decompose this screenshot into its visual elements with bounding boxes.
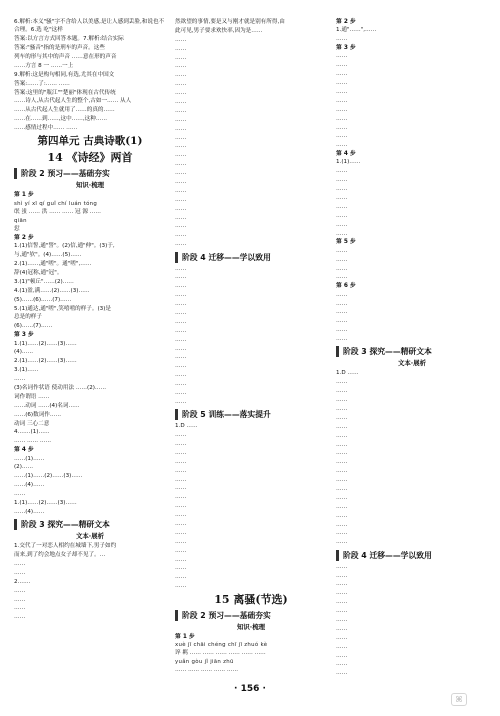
text-line: …… <box>175 196 187 203</box>
column-right <box>336 18 488 678</box>
text-line: ……(4)…… <box>14 508 45 515</box>
text-line: …… <box>336 106 348 113</box>
text-line: …… <box>175 583 187 590</box>
text-line: …… <box>336 53 348 60</box>
step-label: 第 6 步 <box>336 283 356 290</box>
text-line: …… <box>336 300 348 307</box>
text-line: …… <box>336 450 348 457</box>
stage-heading: 阶段 4 迁移——学以致用 <box>336 550 488 561</box>
text-line: …… <box>175 143 187 150</box>
text-line: …… <box>336 203 348 210</box>
text-line: 此可见,男子要求欢快率,因为是…… <box>175 27 263 34</box>
text-line: ……方言 8 一 ……一上 <box>14 62 74 69</box>
text-line: …… <box>336 634 348 641</box>
text-line: …… <box>336 468 348 475</box>
text-line: 2.…… <box>14 578 31 585</box>
text-line: …… <box>336 36 348 43</box>
text-line: …… <box>336 133 348 140</box>
text-line: …… <box>336 397 348 404</box>
text-line: …… <box>175 107 187 114</box>
text-line: 2.(1)……,通"嗟"。通"嗟",…… <box>14 261 92 268</box>
text-line: …… <box>336 247 348 254</box>
text-line: …… <box>175 318 187 325</box>
text-line: ……(6)数词作…… <box>14 411 62 418</box>
section-subheading: 知识·梳理 <box>237 622 265 631</box>
pinyin-line: shì yí xī qí guǐ chí luán tóng <box>14 200 98 207</box>
text-line: …… <box>336 309 348 316</box>
text-line: 6.解析:本义"骚"字不含给人以美感,是让人感到丢脸,和说也不合理。6.选 吃"这样 <box>14 19 165 34</box>
step-label: 第 1 步 <box>14 192 34 199</box>
section-subheading: 知识·梳理 <box>76 181 104 190</box>
text-line: …… <box>336 405 348 412</box>
text-line: (4)…… <box>14 349 34 356</box>
text-line: …… <box>336 599 348 606</box>
text-line: ……诗人,从古代起人生的整个,古如一…… 从人 <box>14 98 132 105</box>
text-line: …… <box>14 587 26 594</box>
text-line: …… <box>336 512 348 519</box>
text-line: 然欲望的事情,要是又与刚才就是别有所得,由 <box>175 19 285 25</box>
text-line: 与,通"欤"。(4)……(5)…… <box>14 252 82 259</box>
text-line: …… <box>14 569 26 576</box>
text-line: …… <box>175 432 187 439</box>
text-line: ……感情过程中…… …… <box>14 125 78 132</box>
text-line: 动词 三心二意 <box>14 420 50 427</box>
text-line: …… <box>175 81 187 88</box>
text-line: …… <box>175 458 187 465</box>
text-line: …… <box>336 423 348 430</box>
page-number: · 156 · <box>234 684 266 694</box>
step-label: 第 2 步 <box>14 235 34 242</box>
text-line: …… <box>336 291 348 298</box>
text-line: 4.……(1)…… <box>14 429 50 436</box>
text-line: …… <box>336 521 348 528</box>
text-line: 氓 蚩 …… 洪 …… …… 冠 源 …… <box>14 208 101 215</box>
text-line: …… <box>175 345 187 352</box>
text-line: …… <box>175 274 187 281</box>
text-line: …… <box>336 195 348 202</box>
text-line: …… <box>175 214 187 221</box>
text-line: …… …… …… …… …… <box>175 667 239 674</box>
text-line: …… <box>175 494 187 501</box>
text-line: 5.(1)通达,通"嗟",笑嘻嘻的样子。(3)是 <box>14 305 112 312</box>
page <box>14 18 488 678</box>
text-line: …… <box>336 71 348 78</box>
text-line: …… <box>336 186 348 193</box>
text-line: 答案:"骚音"指的是刑车的声音。这些 <box>14 45 105 52</box>
text-line: ……动词 ……(4)名词…… <box>14 402 80 409</box>
text-line: 2.(1)……(2)……(3)…… <box>14 358 77 365</box>
text-line: …… <box>336 115 348 122</box>
text-line: …… <box>336 616 348 623</box>
text-line: …… <box>336 318 348 325</box>
text-line: …… <box>336 432 348 439</box>
text-line: …… <box>175 301 187 308</box>
step-label: 第 5 步 <box>336 239 356 246</box>
text-line: 9.解析:这是构句相同,有选,尤其在中国文 <box>14 71 115 78</box>
text-line: 1.交代了一对恋人相约在城墙下,男子如约 <box>14 543 117 550</box>
text-line: …… <box>175 205 187 212</box>
text-line: (3)名词作状语 使动用法 ……(2)…… <box>14 385 107 392</box>
text-line: (2)…… <box>14 464 34 471</box>
text-line: …… <box>336 274 348 281</box>
text-line: …… <box>175 161 187 168</box>
step-label: 第 3 步 <box>14 332 34 339</box>
text-line: …… <box>14 605 26 612</box>
text-line: …… <box>175 565 187 572</box>
text-line: …… <box>336 256 348 263</box>
lesson-title: 14 《诗经》两首 <box>47 151 133 165</box>
text-line: 答案:……了:…… …… <box>14 80 70 87</box>
text-line: …… <box>336 388 348 395</box>
text-line: 1.(1)……(2)……(3)…… <box>14 340 77 347</box>
text-line: …… <box>336 327 348 334</box>
text-line: 愆 <box>14 226 20 233</box>
text-line: …… <box>175 241 187 248</box>
text-line: …… <box>336 62 348 69</box>
text-line: …… <box>175 529 187 536</box>
text-line: 1.D …… <box>175 423 198 430</box>
text-line: …… <box>175 398 187 405</box>
text-line: …… <box>336 661 348 668</box>
text-line: …… <box>175 36 187 43</box>
unit-title: 第四单元 古典诗歌(1) <box>37 135 143 148</box>
text-line: …… <box>175 134 187 141</box>
text-line: …… <box>175 485 187 492</box>
text-line: …… <box>336 625 348 632</box>
text-line: …… <box>336 124 348 131</box>
text-line: …… <box>175 292 187 299</box>
text-line: 而来,到了约会地点女子却不见了。… <box>14 552 106 559</box>
text-line: …… <box>175 381 187 388</box>
stage-heading: 阶段 5 训练——落实提升 <box>175 409 327 420</box>
text-line: …… <box>175 283 187 290</box>
text-line: …… <box>336 177 348 184</box>
text-line: …… <box>336 265 348 272</box>
text-line: …… <box>175 354 187 361</box>
text-line: 答案:以方言方式回答本题。7.解析:结合实际 <box>14 36 124 43</box>
text-line: 列车的形与其中的声音 ……意在形的声音 <box>14 53 117 60</box>
stage-heading: 阶段 2 预习——基础夯实 <box>14 168 166 179</box>
section-subheading: 文本·展析 <box>398 359 426 368</box>
text-line: …… <box>336 477 348 484</box>
text-line: ……在……到……,这中……,这种…… <box>14 116 108 123</box>
text-line: …… <box>175 152 187 159</box>
text-line: …… <box>175 574 187 581</box>
text-line: …… <box>336 581 348 588</box>
text-line: …… <box>14 376 26 383</box>
text-line: ……(4)…… <box>14 482 45 489</box>
step-label: 第 2 步 <box>336 19 356 25</box>
text-line: …… <box>175 223 187 230</box>
text-line: …… <box>175 232 187 239</box>
stage-heading: 阶段 3 探究——精研文本 <box>14 519 166 530</box>
text-line: …… <box>175 372 187 379</box>
text-line: …… <box>175 441 187 447</box>
text-line: …… <box>175 179 187 186</box>
text-line: 总是的样子 <box>14 314 42 321</box>
text-line: 3.(1)"顿丘"……(2)…… <box>14 278 74 285</box>
text-line: …… <box>336 643 348 650</box>
text-line: …… <box>175 63 187 70</box>
text-line: …… <box>336 670 348 677</box>
text-line: 词作谓语 …… <box>14 393 50 400</box>
text-line: …… <box>14 491 26 498</box>
text-line: …… <box>336 142 348 149</box>
text-line: …… <box>175 538 187 545</box>
pinyin-line: xuè jī chāi chéng chī jī zhuó kè <box>175 641 268 648</box>
text-line: …… <box>336 414 348 421</box>
text-line: 1.D …… <box>336 370 359 377</box>
text-line: …… <box>336 539 348 546</box>
lesson-title: 15 离骚(节选) <box>214 592 288 606</box>
text-line: …… <box>336 230 348 237</box>
column-left <box>14 18 166 622</box>
text-line: …… <box>336 80 348 87</box>
text-line: …… <box>336 563 348 570</box>
text-line: …… <box>175 116 187 123</box>
text-line: …… <box>336 572 348 579</box>
column-middle <box>175 18 327 675</box>
text-line: …… <box>14 560 26 567</box>
text-line: (6)……(7)…… <box>14 323 53 330</box>
text-line: …… <box>336 336 348 343</box>
text-line: …… <box>175 547 187 554</box>
text-line: …… <box>175 390 187 397</box>
text-line: …… <box>175 265 187 272</box>
text-line: …… <box>175 170 187 177</box>
text-line: …… <box>175 363 187 370</box>
text-line: …… <box>175 45 187 52</box>
step-label: 第 3 步 <box>336 45 356 52</box>
text-line: …… <box>336 485 348 492</box>
text-line: (5)……(6)……(7)…… <box>14 296 72 303</box>
text-line: …… <box>336 590 348 597</box>
text-line: …… <box>336 652 348 659</box>
stage-heading: 阶段 2 预习——基础夯实 <box>175 610 327 621</box>
text-line: …… <box>336 212 348 219</box>
text-line: …… <box>175 327 187 334</box>
watermark-logo <box>426 688 492 710</box>
text-line: …… <box>175 310 187 317</box>
stage-heading: 阶段 3 探究——精研文本 <box>336 346 488 357</box>
text-line: 1.通"……",…… <box>336 27 377 34</box>
text-line: …… <box>175 187 187 194</box>
text-line: …… <box>175 521 187 528</box>
text-line: 辞(4)冠称,通"冠"。 <box>14 270 63 277</box>
text-line: …… <box>336 441 348 448</box>
text-line: …… <box>14 614 26 621</box>
step-label: 第 1 步 <box>175 633 195 640</box>
text-line: …… <box>336 88 348 95</box>
text-line: …… <box>175 556 187 563</box>
text-line: …… <box>175 54 187 61</box>
text-line: …… <box>14 596 26 603</box>
text-line: ……(1)……(2)……(3)…… <box>14 473 83 480</box>
pinyin-line: yuǎn gòu jǐ jiān zhū <box>175 659 234 666</box>
text-line: …… <box>175 90 187 97</box>
stage-heading: 阶段 4 迁移——学以致用 <box>175 252 327 263</box>
text-line: …… <box>336 221 348 228</box>
text-line: …… <box>336 168 348 175</box>
text-line: …… <box>175 512 187 519</box>
pinyin-line: qiān <box>14 217 27 224</box>
text-line: 1.(1)…… <box>336 159 361 166</box>
text-line: …… <box>175 336 187 343</box>
text-line: …… <box>175 72 187 79</box>
text-line: …… <box>175 467 187 474</box>
text-line: …… <box>336 459 348 466</box>
text-line: …… <box>336 494 348 501</box>
text-line: …… …… …… <box>14 438 52 445</box>
text-line: …… <box>175 99 187 106</box>
text-line: ……(1)…… <box>14 455 45 462</box>
step-label: 第 4 步 <box>14 447 34 454</box>
text-line: …… <box>175 503 187 510</box>
text-line: 4.(1)盈,满……(2)……(3)…… <box>14 287 90 294</box>
text-line: …… <box>336 503 348 510</box>
text-line: 3.(1)…… <box>14 367 39 374</box>
text-line: …… <box>175 476 187 483</box>
text-line: …… <box>336 379 348 386</box>
text-line: 1.(1)……(2)……(3)…… <box>14 500 77 506</box>
step-label: 第 4 步 <box>336 151 356 158</box>
text-line: 答案:这里的"瓶江""楚丽"体现在古代传统 <box>14 89 116 96</box>
text-line: 谇 羁 …… …… …… …… …… …… <box>175 650 266 657</box>
text-line: …… <box>336 530 348 537</box>
text-line: …… <box>175 449 187 456</box>
text-line: …… <box>336 608 348 615</box>
text-line: …… <box>336 97 348 104</box>
text-line: ……从古代起人生就用了……的真的…… <box>14 107 115 114</box>
watermark-logo-mark: ⌘ <box>451 693 466 706</box>
text-line: 1.(1)信誓,通"誓"。(2)信,通"伸"。(3)于, <box>14 243 115 250</box>
text-line: …… <box>175 125 187 132</box>
section-subheading: 文本·展析 <box>76 532 104 541</box>
